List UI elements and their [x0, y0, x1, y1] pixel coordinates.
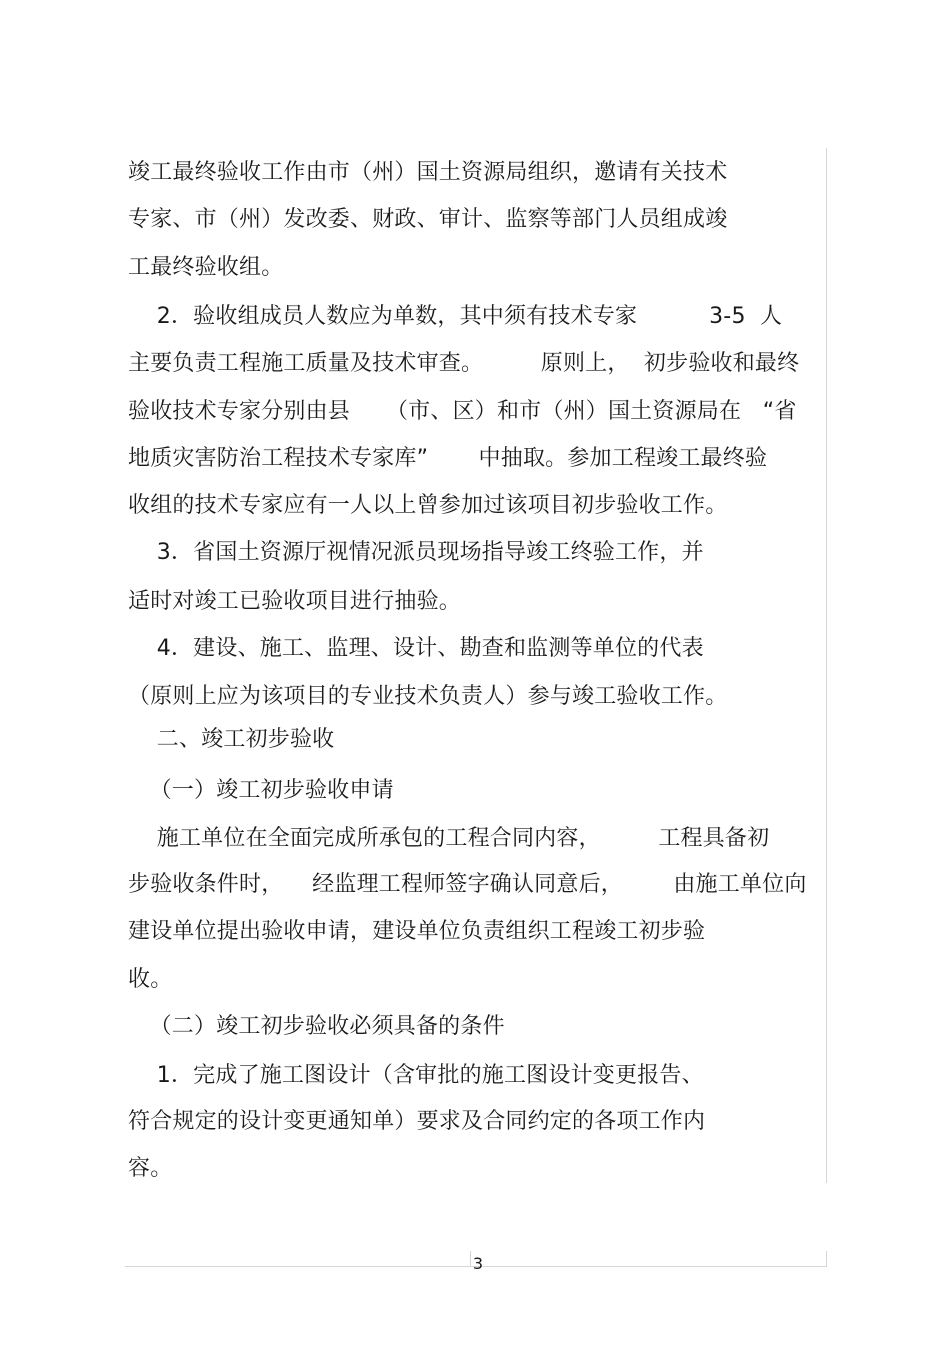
body-line-9: 3．省国土资源厅视情况派员现场指导竣工终验工作，并 — [128, 540, 704, 565]
body-line-18: 收。 — [128, 967, 173, 992]
subsection-heading-2: （二）竣工初步验收必须具备的条件 — [128, 1014, 505, 1039]
section-heading: 二、竣工初步验收 — [128, 727, 335, 752]
body-line-7: 地质灾害防治工程技术专家库” 中抽取。参加工程竣工最终验 — [128, 446, 768, 471]
body-line-5: 主要负责工程施工质量及技术审查。 原则上， 初步验收和最终 — [128, 351, 800, 376]
footer-tick-right — [826, 1251, 827, 1267]
body-line-17: 建设单位提出验收申请，建设单位负责组织工程竣工初步验 — [128, 919, 706, 944]
body-line-11: 4．建设、施工、监理、设计、勘查和监测等单位的代表 — [128, 636, 704, 661]
right-margin-rule — [826, 148, 827, 1183]
body-line-8: 收组的技术专家应有一人以上曾参加过该项目初步验收工作。 — [128, 493, 728, 518]
body-line-12: （原则上应为该项目的专业技术负责人）参与竣工验收工作。 — [128, 684, 728, 709]
body-line-3: 工最终验收组。 — [128, 255, 284, 280]
page-number: 3 — [472, 1254, 484, 1273]
body-line-10: 适时对竣工已验收项目进行抽验。 — [128, 589, 462, 614]
body-line-21: 符合规定的设计变更通知单）要求及合同约定的各项工作内 — [128, 1109, 706, 1134]
body-line-20: 1．完成了施工图设计（含审批的施工图设计变更报告、 — [128, 1063, 704, 1088]
body-line-15: 施工单位在全面完成所承包的工程合同内容， 工程具备初 — [128, 826, 770, 851]
body-line-1: 竣工最终验收工作由市（州）国土资源局组织，邀请有关技术 — [128, 160, 728, 185]
body-line-6: 验收技术专家分别由县 （市、区）和市（州）国土资源局在 “省 — [128, 399, 797, 424]
body-line-22: 容。 — [128, 1156, 173, 1181]
body-line-4: 2．验收组成员人数应为单数，其中须有技术专家 3-5 人 — [128, 304, 783, 329]
body-line-2: 专家、市（州）发改委、财政、审计、监察等部门人员组成竣 — [128, 207, 728, 232]
subsection-heading-1: （一）竣工初步验收申请 — [128, 778, 394, 803]
body-line-16: 步验收条件时， 经监理工程师签字确认同意后， 由施工单位向 — [128, 872, 807, 897]
